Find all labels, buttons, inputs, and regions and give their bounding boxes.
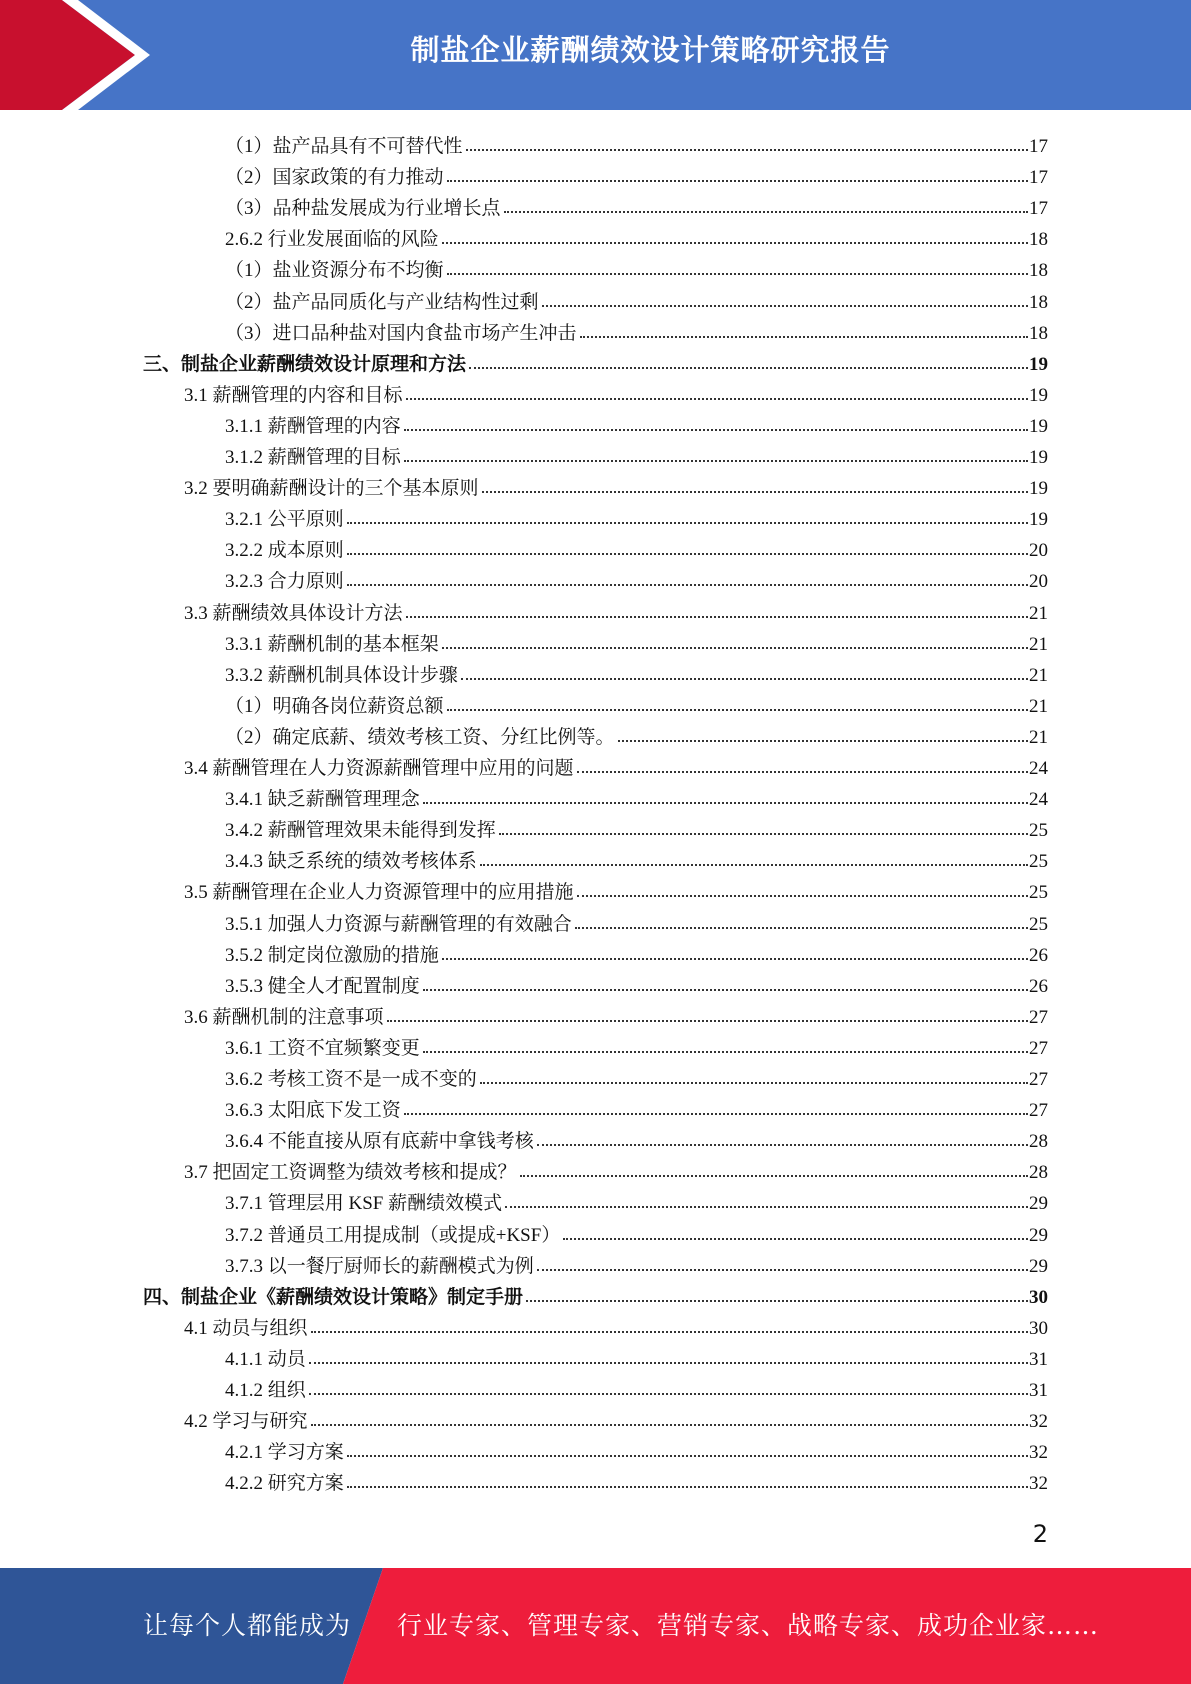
- toc-entry-page: 32: [1029, 1442, 1048, 1464]
- toc-entry[interactable]: [184, 469, 1048, 500]
- toc-entry-label: 3.3 薪酬绩效具体设计方法: [184, 602, 403, 624]
- toc-entry-label: 3.6 薪酬机制的注意事项: [184, 1006, 384, 1028]
- toc-leader-dots: [347, 584, 1028, 586]
- toc-entry-page: 27: [1029, 1100, 1048, 1122]
- toc-entry-label: 3.3.1 薪酬机制的基本框架: [225, 633, 439, 655]
- toc-leader-dots: [580, 336, 1028, 338]
- toc-entry[interactable]: [143, 345, 1048, 376]
- toc-leader-dots: [404, 429, 1028, 431]
- toc-entry-label: （1）明确各岗位薪资总额: [225, 695, 444, 717]
- toc-entry-page: 24: [1029, 758, 1048, 779]
- toc-entry-label: 4.1.2 组织: [225, 1380, 306, 1401]
- toc-entry-label: 3.7 把固定工资调整为绩效考核和提成？: [184, 1162, 517, 1184]
- toc-entry[interactable]: [225, 1464, 1048, 1495]
- toc-entry-page: 28: [1029, 1162, 1048, 1184]
- toc-entry[interactable]: [225, 1060, 1048, 1091]
- toc-entry[interactable]: [225, 283, 1048, 314]
- toc-entry-label: 3.1 薪酬管理的内容和目标: [184, 384, 403, 406]
- toc-entry-page: 30: [1029, 1317, 1048, 1339]
- toc-entry-label: 3.4.2 薪酬管理效果未能得到发挥: [225, 820, 496, 842]
- toc-entry-label: 3.6.2 考核工资不是一成不变的: [225, 1069, 477, 1090]
- toc-entry-label: 3.2.1 公平原则: [225, 509, 344, 531]
- page-number: 2: [1032, 1520, 1048, 1548]
- toc-entry[interactable]: [225, 158, 1048, 189]
- toc-entry[interactable]: [184, 1402, 1048, 1433]
- toc-entry[interactable]: [143, 1278, 1048, 1309]
- toc-entry-label: 3.3.2 薪酬机制具体设计步骤: [225, 664, 458, 686]
- toc-leader-dots: [563, 1238, 1028, 1240]
- toc-leader-dots: [505, 1206, 1028, 1208]
- toc-entry-page: 18: [1029, 229, 1048, 251]
- toc-entry-label: 4.2.1 学习方案: [225, 1442, 344, 1464]
- toc-leader-dots: [309, 1393, 1028, 1395]
- toc-entry[interactable]: [225, 625, 1048, 656]
- toc-leader-dots: [347, 522, 1028, 524]
- toc-leader-dots: [447, 273, 1028, 275]
- toc-entry-page: 19: [1029, 384, 1048, 406]
- toc-entry-label: 3.4.3 缺乏系统的绩效考核体系: [225, 851, 477, 873]
- toc-entry-label: （2）国家政策的有力推动: [225, 167, 444, 189]
- toc-entry[interactable]: [225, 1091, 1048, 1122]
- toc-entry-page: 17: [1029, 167, 1048, 189]
- toc-entry[interactable]: [184, 1153, 1048, 1184]
- toc-entry-page: 24: [1029, 789, 1048, 811]
- toc-entry-page: 25: [1029, 851, 1048, 873]
- toc-entry[interactable]: [184, 594, 1048, 625]
- toc-entry-page: 29: [1029, 1255, 1048, 1277]
- toc-entry-label: （3）品种盐发展成为行业增长点: [225, 198, 501, 220]
- toc-entry-label: 3.2.3 合力原则: [225, 571, 344, 593]
- toc-entry-label: 四、制盐企业《薪酬绩效设计策略》制定手册: [143, 1286, 524, 1308]
- toc-entry[interactable]: [225, 1247, 1048, 1278]
- toc-entry-page: 19: [1029, 478, 1048, 500]
- toc-entry[interactable]: [225, 127, 1048, 158]
- toc-entry-label: 3.5 薪酬管理在企业人力资源管理中的应用措施: [184, 882, 574, 904]
- toc-leader-dots: [309, 1362, 1028, 1364]
- toc-leader-dots: [575, 927, 1028, 929]
- toc-entry[interactable]: [225, 189, 1048, 220]
- toc-entry-label: 3.7.1 管理层用 KSF 薪酬绩效模式: [225, 1193, 503, 1215]
- toc-entry-page: 17: [1029, 136, 1048, 157]
- toc-entry-page: 32: [1029, 1473, 1048, 1495]
- toc-entry-label: （2）盐产品同质化与产业结构性过剩: [225, 291, 539, 313]
- toc-leader-dots: [311, 1424, 1028, 1426]
- toc-leader-dots: [406, 398, 1028, 400]
- document-title: 制盐企业薪酬绩效设计策略研究报告: [410, 33, 891, 67]
- toc-entry-label: （1）盐业资源分布不均衡: [225, 260, 444, 282]
- toc-entry[interactable]: [184, 873, 1048, 904]
- footer-slogan-left: 让每个人都能成为: [143, 1611, 352, 1640]
- toc-leader-dots: [504, 211, 1028, 213]
- toc-entry-label: 3.6.1 工资不宜频繁变更: [225, 1037, 420, 1059]
- toc-leader-dots: [537, 1144, 1028, 1146]
- toc-leader-dots: [347, 553, 1028, 555]
- toc-entry[interactable]: [225, 1029, 1048, 1060]
- toc-entry-page: 18: [1029, 322, 1048, 344]
- toc-entry-page: 29: [1029, 1193, 1048, 1215]
- toc-leader-dots: [542, 305, 1028, 307]
- page-footer: [0, 1568, 1191, 1684]
- footer-slogan-right: 行业专家、管理专家、营销专家、战略专家、成功企业家……: [397, 1611, 1100, 1640]
- toc-leader-dots: [347, 1455, 1028, 1457]
- toc-entry[interactable]: [225, 656, 1048, 687]
- toc-entry-page: 20: [1029, 571, 1048, 593]
- toc-entry-label: 3.7.2 普通员工用提成制（或提成+KSF）: [225, 1224, 561, 1246]
- toc-leader-dots: [618, 740, 1028, 742]
- toc-entry[interactable]: [225, 500, 1048, 531]
- toc-entry-page: 19: [1029, 415, 1048, 437]
- toc-leader-dots: [461, 678, 1028, 680]
- toc-entry-page: 31: [1029, 1348, 1048, 1370]
- toc-leader-dots: [466, 149, 1028, 151]
- toc-leader-dots: [442, 242, 1028, 244]
- toc-leader-dots: [499, 833, 1028, 835]
- toc-entry-label: 3.4.1 缺乏薪酬管理理念: [225, 789, 420, 811]
- toc-entry-label: 3.7.3 以一餐厅厨师长的薪酬模式为例: [225, 1255, 534, 1277]
- toc-entry[interactable]: [225, 936, 1048, 967]
- toc-entry-label: 2.6.2 行业发展面临的风险: [225, 229, 439, 251]
- toc-entry-label: 3.1.1 薪酬管理的内容: [225, 415, 401, 437]
- toc-entry-page: 17: [1029, 198, 1048, 220]
- toc-leader-dots: [406, 616, 1028, 618]
- toc-leader-dots: [423, 989, 1028, 991]
- toc-entry-label: 三、制盐企业薪酬绩效设计原理和方法: [143, 353, 467, 375]
- toc-entry-label: 4.2 学习与研究: [184, 1411, 308, 1433]
- toc-entry-label: 3.5.3 健全人才配置制度: [225, 975, 420, 997]
- toc-entry-page: 27: [1029, 1006, 1048, 1028]
- toc-entry[interactable]: [225, 842, 1048, 873]
- toc-entry[interactable]: [225, 967, 1048, 998]
- toc-entry[interactable]: [225, 531, 1048, 562]
- toc-entry[interactable]: [184, 376, 1048, 407]
- toc-leader-dots: [447, 180, 1028, 182]
- toc-entry-page: 31: [1029, 1380, 1048, 1401]
- header-arrow-graphic: [0, 0, 160, 110]
- toc-entry-page: 28: [1029, 1131, 1048, 1153]
- toc-leader-dots: [537, 1269, 1028, 1271]
- toc-entry[interactable]: [225, 687, 1048, 718]
- toc-leader-dots: [347, 1486, 1028, 1488]
- toc-leader-dots: [404, 460, 1028, 462]
- toc-entry-label: 3.4 薪酬管理在人力资源薪酬管理中应用的问题: [184, 758, 574, 779]
- toc-entry-label: （1）盐产品具有不可替代性: [225, 136, 463, 157]
- toc-entry[interactable]: [225, 314, 1048, 345]
- toc-entry-label: 4.2.2 研究方案: [225, 1473, 344, 1495]
- toc-leader-dots: [577, 771, 1028, 773]
- red-chevron: [0, 0, 135, 110]
- toc-leader-dots: [577, 895, 1028, 897]
- toc-leader-dots: [423, 1051, 1028, 1053]
- toc-entry[interactable]: [225, 220, 1048, 251]
- toc-leader-dots: [469, 367, 1028, 369]
- toc-entry-label: 3.2.2 成本原则: [225, 540, 344, 562]
- toc-entry[interactable]: [225, 438, 1048, 469]
- toc-entry[interactable]: [225, 1371, 1048, 1402]
- toc-entry-label: 3.5.1 加强人力资源与薪酬管理的有效融合: [225, 913, 572, 935]
- toc-leader-dots: [447, 709, 1028, 711]
- toc-entry-page: 21: [1029, 726, 1048, 748]
- toc-entry-page: 25: [1029, 882, 1048, 904]
- toc-entry-page: 18: [1029, 291, 1048, 313]
- toc-entry-page: 21: [1029, 602, 1048, 624]
- toc-leader-dots: [404, 1113, 1028, 1115]
- toc-entry-page: 30: [1029, 1286, 1048, 1308]
- toc-leader-dots: [423, 802, 1028, 804]
- toc-entry-page: 19: [1029, 509, 1048, 531]
- toc-entry[interactable]: [184, 1309, 1048, 1340]
- toc-leader-dots: [480, 864, 1028, 866]
- toc-entry-page: 21: [1029, 633, 1048, 655]
- toc-leader-dots: [480, 1082, 1028, 1084]
- toc-entry-page: 20: [1029, 540, 1048, 562]
- toc-entry-page: 32: [1029, 1411, 1048, 1433]
- toc-leader-dots: [526, 1300, 1028, 1302]
- toc-entry[interactable]: [225, 562, 1048, 593]
- toc-entry-page: 25: [1029, 820, 1048, 842]
- toc-entry-label: （2）确定底薪、绩效考核工资、分红比例等。: [225, 726, 615, 748]
- toc-leader-dots: [442, 647, 1028, 649]
- toc-entry-page: 21: [1029, 664, 1048, 686]
- toc-entry[interactable]: [225, 1216, 1048, 1247]
- toc-entry-label: 3.2 要明确薪酬设计的三个基本原则: [184, 478, 479, 500]
- toc-entry-page: 29: [1029, 1224, 1048, 1246]
- toc-entry[interactable]: [225, 780, 1048, 811]
- toc-entry-label: 3.5.2 制定岗位激励的措施: [225, 944, 439, 966]
- toc-entry[interactable]: [225, 905, 1048, 936]
- toc-entry-label: 4.1 动员与组织: [184, 1317, 308, 1339]
- toc-entry[interactable]: [225, 407, 1048, 438]
- toc-entry-label: （3）进口品种盐对国内食盐市场产生冲击: [225, 322, 577, 344]
- toc-entry[interactable]: [184, 749, 1048, 780]
- toc-entry-page: 19: [1029, 447, 1048, 468]
- toc-entry-page: 18: [1029, 260, 1048, 282]
- toc-leader-dots: [387, 1020, 1028, 1022]
- toc-entry[interactable]: [225, 1433, 1048, 1464]
- toc-leader-dots: [482, 491, 1028, 493]
- toc-entry[interactable]: [225, 251, 1048, 282]
- toc-entry[interactable]: [225, 718, 1048, 749]
- toc-entry[interactable]: [225, 1184, 1048, 1215]
- toc-entry[interactable]: [225, 1122, 1048, 1153]
- toc-leader-dots: [520, 1175, 1028, 1177]
- toc-entry[interactable]: [184, 998, 1048, 1029]
- toc-entry[interactable]: [225, 1340, 1048, 1371]
- toc-entry[interactable]: [225, 811, 1048, 842]
- toc-entry-page: 27: [1029, 1037, 1048, 1059]
- toc-entry-page: 27: [1029, 1069, 1048, 1090]
- toc-entry-page: 26: [1029, 944, 1048, 966]
- toc-entry-label: 3.1.2 薪酬管理的目标: [225, 447, 401, 468]
- toc-leader-dots: [311, 1331, 1028, 1333]
- toc-entry-page: 21: [1029, 695, 1048, 717]
- toc-entry-page: 19: [1029, 353, 1048, 375]
- toc-entry-page: 26: [1029, 975, 1048, 997]
- toc-entry-label: 3.6.4 不能直接从原有底薪中拿钱考核: [225, 1131, 534, 1153]
- toc-entry-page: 25: [1029, 913, 1048, 935]
- page-header: [0, 0, 1191, 110]
- toc-entry-label: 4.1.1 动员: [225, 1348, 306, 1370]
- toc-entry-label: 3.6.3 太阳底下发工资: [225, 1100, 401, 1122]
- toc-leader-dots: [442, 958, 1028, 960]
